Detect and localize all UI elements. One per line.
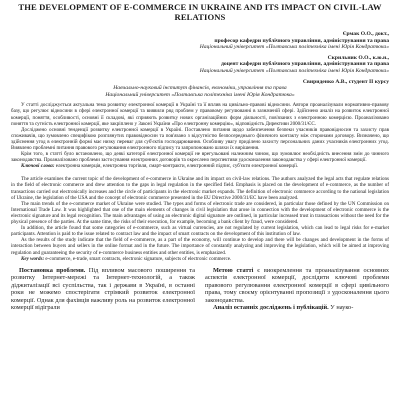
- en-keywords-text: e-commerce, e-trade, smart contracts, electronic signature, subjects of electronic commerce.: [45, 255, 232, 262]
- author-position: професор кафедри публічного управління, адміністрування та права: [214, 37, 389, 44]
- article-title: THE DEVELOPMENT OF E-COMMERCE IN UKRAINE AND ITS IMPACT ON CIVIL-LAW RELATIONS: [18, 2, 382, 22]
- author-affiliation: Національний університет «Полтавська політехніка імені Юрія Кондратюка»: [199, 44, 389, 51]
- author-name: Єрмак О.О., докт.,: [342, 31, 389, 37]
- author-affiliation: Навчально-науковий інститут фінансів, економіки, управління та права: [113, 85, 287, 92]
- uk-abstract-paragraph: Крім того, в статті було встановлено, що деякі категорії електронної комерції не врегульовані належним чином, що зумовлює необхідність внесення змін до чинного законодавства. Проаналізовано проблеми застосування електронних договорів та окреслено перспективи удосконалення законодавства у сфері електронної комерції.: [11, 151, 389, 164]
- paragraph-text: У науко-: [330, 304, 354, 312]
- en-keywords: [11, 256, 389, 262]
- literature-review-paragraph: [205, 304, 389, 312]
- paragraph-text: Під впливом масового поширення та розвитку Інтернет-мережі та Інтернет-технологій, а також діджиталізації всі суспільства, так і держави в Україні, в останні роки не можемо спостерігати стрімкий розвиток електронної комерції. Однак для фахівців важливу роль на розвиток електронної комерції відіграли: [11, 266, 196, 312]
- uk-keywords-text: електронна комерція, електронна торгівля, смарт-контракти, електронний підпис, суб'єкти електронної комерції.: [55, 163, 299, 170]
- author-2: [11, 55, 389, 75]
- author-affiliation: Національний університет «Полтавська політехніка імені Юрія Кондратюка»: [105, 91, 295, 98]
- author-3: [11, 79, 389, 99]
- body-columns: [11, 267, 389, 312]
- uk-abstract-paragraph: У статті досліджується актуальна тема розвитку електронної комерції в Україні та її вплив на цивільно-правові відносини. Автори проаналізували нормативно-правову базу, що регулює відносини в сфері електронної комерції та виявили ряд проблем у правовому регулюванні в зазначеній сфері. Здійснено аналіз на розвиток електронної комерції, поняття, особливості, основні її складові, які сприяють розвитку нових організаційних форм діяльності, пов'язаних з електронною комерцією. Проаналізовано поняття та сутність електронної комерції, яке закріплено у Законі України «Про електронну комерцію», відповідність Директиви 2000/31/ЄС.: [11, 102, 389, 127]
- uk-keywords: [11, 163, 389, 169]
- uk-abstract-paragraph: Досліджено основні тенденції розвитку електронної комерції в Україні. Поставлено питання щодо забезпечення безпеки учасників правовідносин та захисту прав споживачів, що зумовлено специфікою розглянутих правовідносин та пов'язано з відсутністю безпосереднього фізичного контакту між сторонами договору. Визначено, що здійснення угод в електронній формі має низку переваг для суб'єктів господарювання. Особливу увагу приділено захисту персональних даних учасників електронних угод. Виявлено проблемні питання правового регулювання електронного підпису та запропоновано шляхи їх вирішення.: [11, 126, 389, 151]
- en-abstract-paragraph: The article examines the current topic of the development of e-commerce in Ukraine and its impact on civil-law relations. The authors analyzed the legal acts that regulate relations in the field of electronic commerce and drew attention to the gaps in legal regulation in the specified field. Emphasis is placed on the development of e-commerce, as the number of transactions carried out electronically increases and the circle of participants in the electronic market expands. The definition of electronic commerce according to the national legislation of Ukraine, the legislation of the USA and the concept of electronic commerce presented in the EU Directive 2000/31/EC have been analyzed.: [11, 176, 389, 201]
- problem-statement-paragraph: [11, 267, 195, 312]
- paragraph-text: є виокремлення та проаналізування основних аспектів електронної комерції, дослідити ключові проблеми правового регулювання електронної комерції в сфері цивільного права, тому своєму орієнтуванні пропозиції з удосконалення цього законодавства.: [205, 266, 389, 304]
- aim-paragraph: [205, 267, 389, 305]
- body-column-right: [205, 267, 389, 312]
- author-1: [11, 31, 389, 51]
- author-name: Свириденко А.В., студент II курсу: [302, 78, 389, 85]
- section-heading: Аналіз останніх досліджень і публікацій.: [213, 304, 329, 312]
- en-keywords-label: Key words:: [21, 255, 45, 262]
- en-abstract-paragraph: The main trends of the e-commerce market of Ukraine were studied. The types and forms of electronic trade are considered, in particular those defined by the UN Commission on International Trade Law. It was highlighted that one of the main elements of changes in civil legislation that arose in connection with the development of electronic commerce is the electronic signature and its legal recognition. The main advantages of using an electronic digital signature are outlined, in particular increased trust in transactions without the need for the physical presence of the parties. At the same time, the risks of their execution, for example, becoming a bank client by fraud, were considered.: [11, 200, 389, 226]
- en-abstract-paragraph: As the results of the study indicate that the field of e-commerce, as a part of the economy, will continue to develop and there will be changes and development in the forms of interaction between buyers and sellers in the online format and in the future. The importance of constantly analyzing and improving the legislation, which will be aimed at improving regulation and guaranteeing the security of e-commerce business entities and other entities, is emphasized.: [11, 237, 389, 256]
- en-abstract-paragraph: In addition, the article found that some categories of e-commerce, such as virtual currencies, are not regulated by current legislation, which can lead to legal risks for e-market participants. Attention is paid to the issue related to contract law and the impact of smart contracts on the development of this institution of law.: [11, 225, 389, 238]
- author-affiliation: Національний університет «Полтавська політехніка імені Юрія Кондратюка»: [199, 67, 389, 74]
- uk-keywords-label: Ключові слова:: [21, 163, 55, 170]
- section-heading: Постановка проблеми.: [19, 266, 86, 274]
- author-name: Скрильник О.О., к.ю.н.,: [327, 54, 389, 61]
- section-heading: Метою статті: [213, 266, 254, 274]
- body-column-left: [11, 267, 195, 312]
- author-position: доцент кафедри публічного управління, адміністрування та права: [221, 61, 389, 68]
